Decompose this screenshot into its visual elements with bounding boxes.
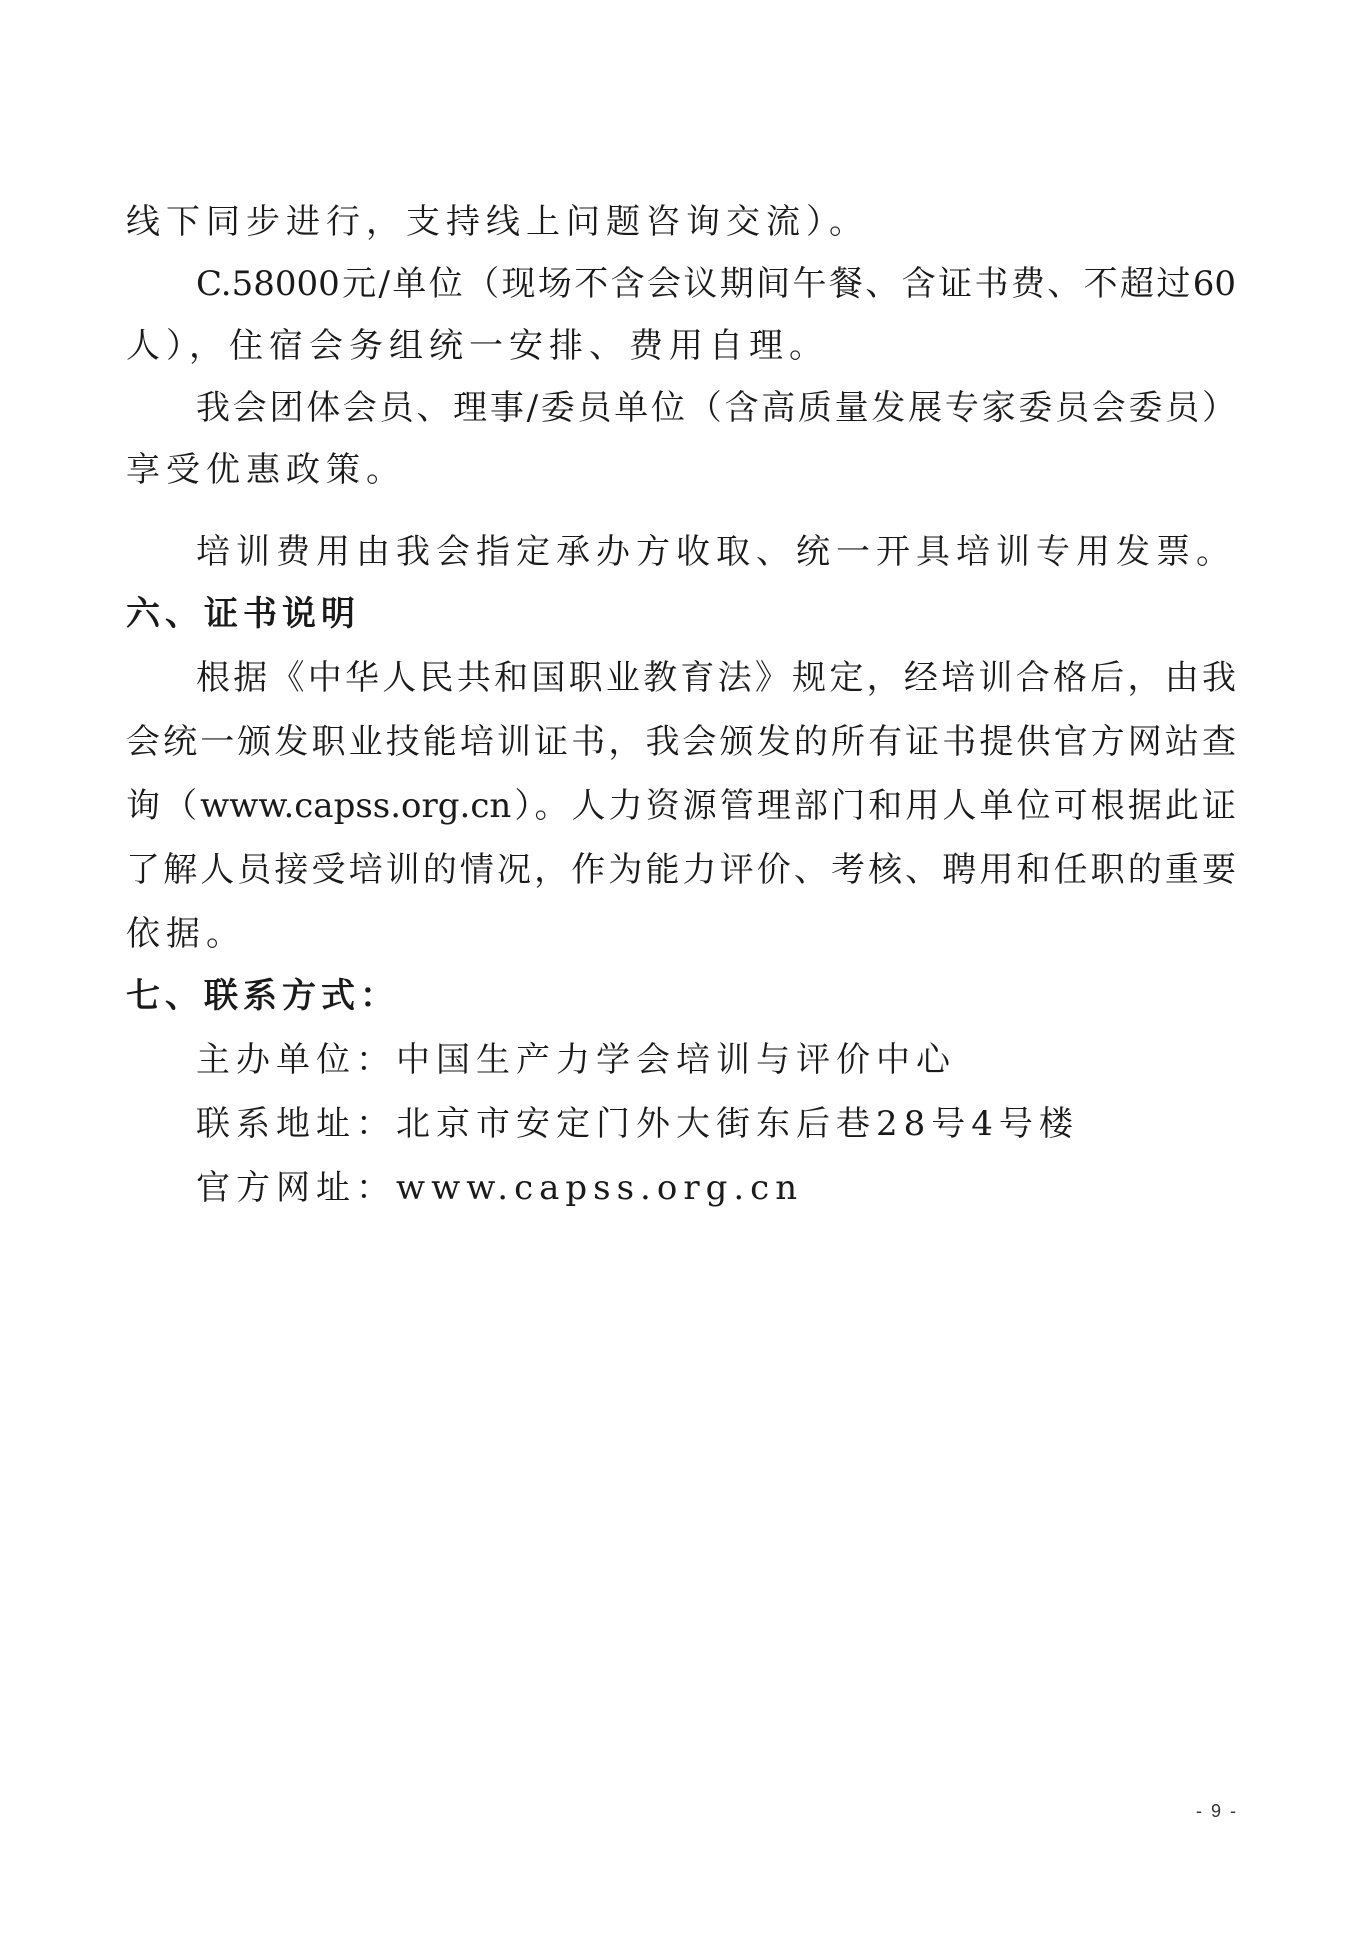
body-text-line: 人），住宿会务组统一安排、费用自理。 — [126, 326, 829, 366]
body-text-line: 线下同步进行，支持线上问题咨询交流）。 — [126, 202, 869, 242]
page-number: - 9 - — [1196, 1801, 1239, 1821]
certificate-paragraph-line: 会统一颁发职业技能培训证书，我会颁发的所有证书提供官方网站查 — [126, 722, 1236, 762]
contact-organizer: 主办单位：中国生产力学会培训与评价中心 — [196, 1040, 956, 1080]
fee-option-c-line: C.58000元/单位（现场不含会议期间午餐、含证书费、不超过60 — [196, 264, 1236, 304]
section-heading-certificate: 六、证书说明 — [126, 594, 360, 634]
body-text-line: 享受优惠政策。 — [126, 450, 406, 490]
certificate-paragraph-line: 根据《中华人民共和国职业教育法》规定，经培训合格后，由我 — [196, 658, 1236, 698]
certificate-paragraph-line: 了解人员接受培训的情况，作为能力评价、考核、聘用和任职的重要 — [126, 850, 1236, 890]
certificate-paragraph-line: 询（www.capss.org.cn）。人力资源管理部门和用人单位可根据此证 — [126, 786, 1236, 826]
member-discount-line: 我会团体会员、理事/委员单位（含高质量发展专家委员会委员） — [196, 388, 1236, 428]
certificate-paragraph-line: 依据。 — [126, 914, 246, 954]
contact-address: 联系地址：北京市安定门外大街东后巷28号4号楼 — [196, 1104, 1079, 1144]
section-heading-contact: 七、联系方式： — [126, 976, 399, 1016]
invoice-note-line: 培训费用由我会指定承办方收取、统一开具培训专用发票。 — [196, 532, 1236, 572]
contact-website: 官方网址：www.capss.org.cn — [196, 1168, 804, 1208]
